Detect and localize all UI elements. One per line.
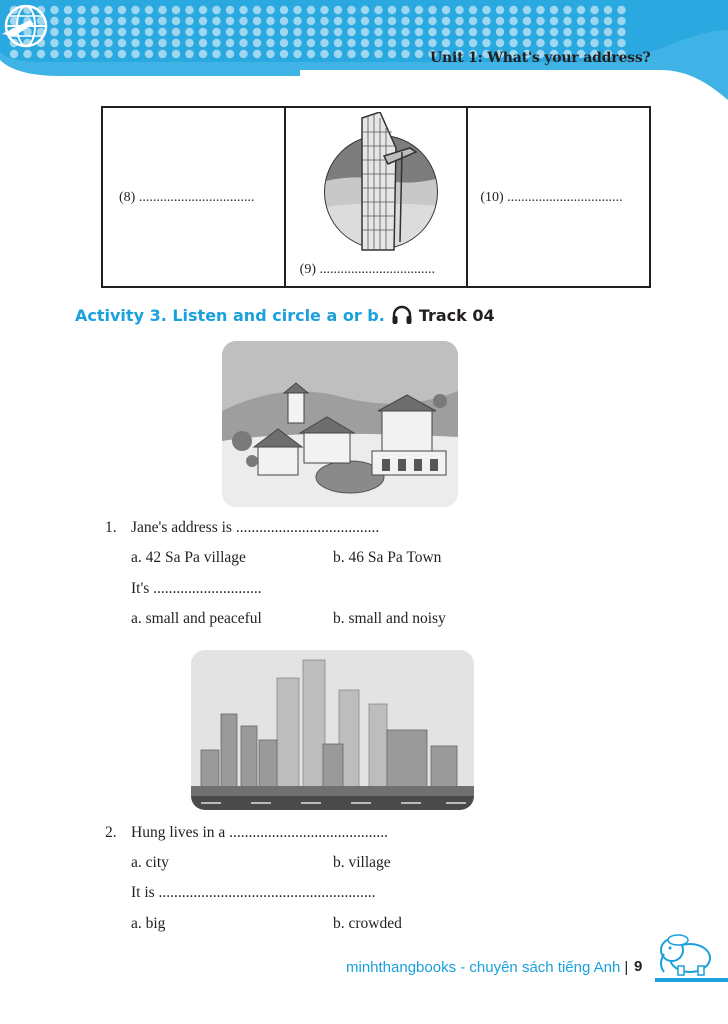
header-dot	[496, 39, 504, 47]
header-dot	[550, 17, 558, 25]
blank-9: (9) .................................	[299, 262, 435, 277]
header-dot	[158, 6, 166, 14]
question-2-option-a[interactable]: a. city	[131, 854, 169, 871]
header-dot	[442, 39, 450, 47]
header-dot	[334, 17, 342, 25]
header-dot	[280, 17, 288, 25]
header-dot	[590, 17, 598, 25]
header-dot	[536, 28, 544, 36]
header-dot	[361, 50, 369, 58]
header-dot	[77, 39, 85, 47]
header-dot	[482, 39, 490, 47]
header-dot	[563, 6, 571, 14]
header-dot	[226, 39, 234, 47]
header-dot	[131, 39, 139, 47]
header-dot	[320, 17, 328, 25]
header-dot	[145, 39, 153, 47]
header-dot	[361, 39, 369, 47]
header-dot	[91, 17, 99, 25]
header-dot	[523, 6, 531, 14]
header-dot	[361, 17, 369, 25]
header-dot	[455, 17, 463, 25]
header-dot	[307, 28, 315, 36]
header-dot	[118, 17, 126, 25]
header-dot	[509, 6, 517, 14]
header-dot	[212, 6, 220, 14]
header-dot	[347, 39, 355, 47]
header-dot	[131, 28, 139, 36]
footer-brand	[346, 959, 632, 976]
header-dot	[118, 50, 126, 58]
header-dot	[253, 39, 261, 47]
header-dot	[334, 6, 342, 14]
header-dot	[577, 28, 585, 36]
header-dot	[428, 39, 436, 47]
header-dot	[226, 17, 234, 25]
header-dot	[523, 39, 531, 47]
header-dot	[320, 6, 328, 14]
header-dot	[307, 50, 315, 58]
header-dot	[428, 17, 436, 25]
header-dot	[590, 39, 598, 47]
header-dot	[604, 6, 612, 14]
header-dot	[617, 28, 625, 36]
header-dot	[158, 28, 166, 36]
header-dot	[401, 17, 409, 25]
question-2-prompt: Hung lives in a .........................................	[131, 824, 389, 841]
header-dot	[199, 17, 207, 25]
headphone-icon[interactable]	[391, 304, 413, 326]
header-dot	[185, 28, 193, 36]
header-dot	[563, 28, 571, 36]
header-dot	[158, 50, 166, 58]
header-dot	[77, 17, 85, 25]
header-dot	[104, 6, 112, 14]
village-image	[222, 341, 458, 507]
header-dot	[415, 17, 423, 25]
header-dot	[496, 17, 504, 25]
header-dot	[455, 28, 463, 36]
header-dot	[388, 50, 396, 58]
page-header	[0, 0, 728, 100]
page-number: 9	[634, 958, 643, 975]
header-dot	[280, 6, 288, 14]
header-dot	[293, 28, 301, 36]
header-dot	[415, 39, 423, 47]
header-dot	[239, 6, 247, 14]
header-dot	[617, 6, 625, 14]
header-dot	[91, 6, 99, 14]
header-dot	[401, 39, 409, 47]
header-dot	[64, 39, 72, 47]
header-dot	[347, 17, 355, 25]
activity-heading	[75, 304, 495, 326]
header-dot	[199, 6, 207, 14]
header-dot	[77, 28, 85, 36]
header-dot	[266, 28, 274, 36]
header-dot	[334, 28, 342, 36]
header-dot	[212, 50, 220, 58]
question-2-option-b-2[interactable]: b. crowded	[333, 915, 402, 932]
header-dot	[253, 50, 261, 58]
header-dot	[496, 6, 504, 14]
header-dot	[442, 17, 450, 25]
tower-illustration	[322, 112, 440, 252]
header-dot	[172, 28, 180, 36]
header-dot	[307, 6, 315, 14]
header-dot	[374, 50, 382, 58]
header-dot	[266, 39, 274, 47]
header-dot	[428, 28, 436, 36]
header-dot	[212, 17, 220, 25]
header-dot	[482, 28, 490, 36]
header-dot	[590, 28, 598, 36]
header-dot	[388, 17, 396, 25]
footer-brand-text: minhthangbooks - chuyên sách tiếng Anh	[346, 959, 621, 976]
question-2-prompt-2: It is ........................................................	[131, 884, 376, 901]
header-dot	[415, 50, 423, 58]
header-dot	[293, 39, 301, 47]
header-dot	[415, 6, 423, 14]
header-dot	[172, 6, 180, 14]
header-dot	[199, 39, 207, 47]
header-dot	[320, 28, 328, 36]
header-dot	[509, 28, 517, 36]
header-dot	[469, 17, 477, 25]
header-dot	[469, 39, 477, 47]
header-dot	[401, 6, 409, 14]
header-dot	[77, 6, 85, 14]
activity-title: Activity 3. Listen and circle a or b.	[75, 305, 385, 325]
header-dot	[536, 39, 544, 47]
question-2-number: 2.	[105, 824, 117, 841]
header-dot	[388, 28, 396, 36]
header-dot	[401, 50, 409, 58]
header-dot	[185, 17, 193, 25]
header-dot	[280, 28, 288, 36]
question-1-prompt-2: It's ............................	[131, 580, 262, 597]
header-dot	[64, 28, 72, 36]
header-dot	[509, 17, 517, 25]
header-dot	[158, 39, 166, 47]
header-dot	[145, 17, 153, 25]
unit-title: Unit 1: What's your address?	[430, 50, 651, 66]
header-dot	[388, 6, 396, 14]
header-dot	[64, 17, 72, 25]
header-dot	[307, 17, 315, 25]
footer-separator: |	[624, 959, 629, 976]
header-dot	[104, 28, 112, 36]
header-dot	[536, 17, 544, 25]
header-dot	[293, 17, 301, 25]
header-dot	[145, 50, 153, 58]
track-label: Track 04	[418, 305, 495, 325]
header-dot	[442, 28, 450, 36]
header-dot	[266, 50, 274, 58]
header-dot	[280, 39, 288, 47]
header-dot	[563, 17, 571, 25]
header-dot	[455, 39, 463, 47]
header-dot	[185, 50, 193, 58]
header-dot	[131, 6, 139, 14]
header-dot	[226, 50, 234, 58]
table-cell-10	[468, 108, 649, 286]
header-dot	[226, 6, 234, 14]
header-dot	[617, 39, 625, 47]
header-dot	[266, 17, 274, 25]
header-dot	[185, 39, 193, 47]
header-dot	[334, 50, 342, 58]
header-dot	[617, 17, 625, 25]
header-dot	[374, 28, 382, 36]
header-dot	[199, 50, 207, 58]
header-dot	[64, 50, 72, 58]
header-dot	[374, 39, 382, 47]
header-dot	[239, 39, 247, 47]
question-1-number: 1.	[105, 519, 117, 536]
header-dot	[347, 50, 355, 58]
header-dot	[347, 28, 355, 36]
header-dot	[469, 28, 477, 36]
table-cell-9	[286, 108, 469, 286]
header-dot	[536, 6, 544, 14]
header-dot	[469, 6, 477, 14]
header-dot	[550, 39, 558, 47]
header-dot	[104, 39, 112, 47]
header-dot	[64, 6, 72, 14]
header-dot	[118, 28, 126, 36]
header-dot	[388, 39, 396, 47]
header-dot	[550, 28, 558, 36]
question-1-option-a-2[interactable]: a. small and peaceful	[131, 610, 262, 627]
header-dot	[523, 17, 531, 25]
header-dot	[266, 6, 274, 14]
question-2-option-b[interactable]: b. village	[333, 854, 391, 871]
elephant-mascot-icon	[656, 932, 716, 978]
header-dot	[253, 6, 261, 14]
header-dot	[118, 6, 126, 14]
header-dot	[91, 28, 99, 36]
header-dot	[482, 6, 490, 14]
header-dot	[577, 39, 585, 47]
header-dot	[307, 39, 315, 47]
blank-10: (10) .................................	[480, 190, 623, 205]
blank-8: (8) .................................	[119, 190, 255, 205]
header-dot	[482, 17, 490, 25]
header-dot	[104, 17, 112, 25]
header-dot	[172, 39, 180, 47]
header-dot	[320, 50, 328, 58]
header-dot	[293, 50, 301, 58]
header-dot	[158, 17, 166, 25]
header-dot	[253, 28, 261, 36]
header-dot	[374, 17, 382, 25]
header-dot	[361, 6, 369, 14]
header-dot	[104, 50, 112, 58]
globe-plane-icon	[0, 0, 52, 52]
header-dot	[590, 6, 598, 14]
header-dot	[145, 6, 153, 14]
header-dot	[320, 39, 328, 47]
header-dot	[401, 28, 409, 36]
question-1-option-b-2[interactable]: b. small and noisy	[333, 610, 446, 627]
header-dot	[334, 39, 342, 47]
header-dot	[523, 28, 531, 36]
header-dot	[226, 28, 234, 36]
question-1-option-b[interactable]: b. 46 Sa Pa Town	[333, 549, 442, 566]
header-dot	[604, 17, 612, 25]
question-1-option-a[interactable]: a. 42 Sa Pa village	[131, 549, 246, 566]
footer-accent-bar	[655, 978, 728, 982]
header-dot	[131, 50, 139, 58]
header-dot	[563, 39, 571, 47]
header-dot	[212, 39, 220, 47]
header-dot	[428, 6, 436, 14]
header-dot	[293, 6, 301, 14]
header-dot	[577, 17, 585, 25]
header-dot	[455, 6, 463, 14]
header-dot	[604, 28, 612, 36]
track-label-group	[391, 304, 495, 326]
header-dot	[145, 28, 153, 36]
header-dot	[415, 28, 423, 36]
header-dot	[185, 6, 193, 14]
header-dot	[253, 17, 261, 25]
header-dot	[361, 28, 369, 36]
header-dot	[172, 17, 180, 25]
header-dot	[77, 50, 85, 58]
vocabulary-table	[101, 106, 651, 288]
header-dot	[604, 39, 612, 47]
question-2-option-a-2[interactable]: a. big	[131, 915, 166, 932]
table-cell-8	[103, 108, 286, 286]
header-dot	[131, 17, 139, 25]
header-dot	[172, 50, 180, 58]
city-image	[191, 650, 474, 810]
header-dot	[496, 28, 504, 36]
header-dot	[509, 39, 517, 47]
header-dot	[212, 28, 220, 36]
header-dot	[91, 50, 99, 58]
header-dot	[239, 17, 247, 25]
header-dot	[442, 6, 450, 14]
header-dot	[374, 6, 382, 14]
header-dot	[199, 28, 207, 36]
header-dot	[280, 50, 288, 58]
header-dot	[239, 28, 247, 36]
header-dot	[118, 39, 126, 47]
question-1-prompt: Jane's address is .....................................	[131, 519, 380, 536]
header-dot	[91, 39, 99, 47]
header-dot	[550, 6, 558, 14]
header-dot	[347, 6, 355, 14]
header-dot	[239, 50, 247, 58]
header-dot	[577, 6, 585, 14]
